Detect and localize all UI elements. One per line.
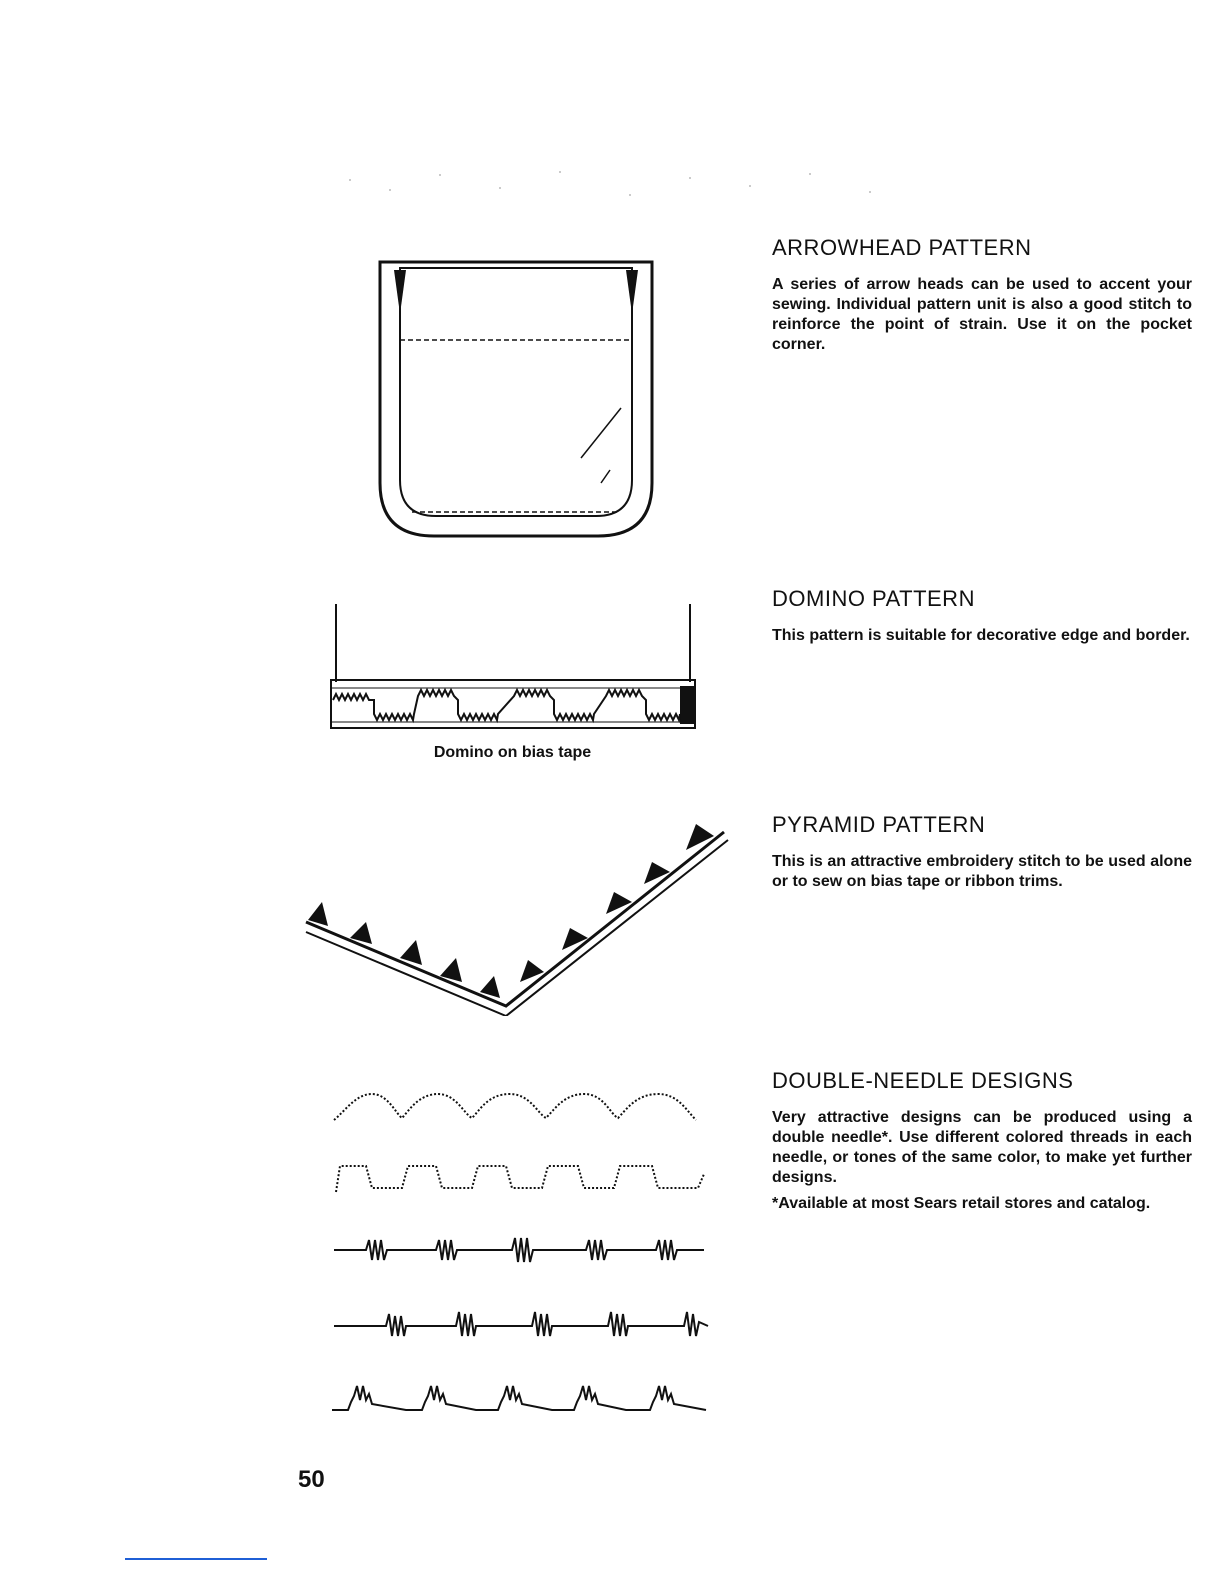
page-number: 50: [298, 1466, 325, 1493]
domino-section: [772, 586, 1192, 652]
arrowhead-description: A series of arrow heads can be used to accent your sewing. Individual pattern unit is also a good stitch to reinforce the point of strain. Use it on the pocket corner.: [772, 276, 1192, 353]
domino-title: DOMINO PATTERN: [772, 586, 975, 611]
double-needle-description: Very attractive designs can be produced using a double needle*. Use different colored threads in each needle, or tones of the same color, to make yet further designs.: [772, 1109, 1192, 1186]
pyramid-description: This is an attractive embroidery stitch to be used alone or to sew on bias tape or ribbon trims.: [772, 853, 1192, 890]
double-needle-title: DOUBLE-NEEDLE DESIGNS: [772, 1068, 1074, 1093]
arrowhead-section: [772, 235, 1192, 361]
pyramid-title: PYRAMID PATTERN: [772, 812, 986, 837]
double-needle-footnote: *Available at most Sears retail stores and catalog.: [772, 1195, 1151, 1212]
domino-description: This pattern is suitable for decorative edge and border.: [772, 627, 1190, 644]
pyramid-section: [772, 812, 1192, 898]
double-needle-section: [772, 1068, 1192, 1220]
pyramid-trim-illustration: [300, 810, 730, 1016]
pocket-arrowhead-illustration: [376, 258, 656, 540]
bottom-rule: [125, 1558, 267, 1560]
arrowhead-title: ARROWHEAD PATTERN: [772, 235, 1032, 260]
domino-figure-caption: Domino on bias tape: [433, 744, 592, 761]
double-needle-designs-illustration: [326, 1080, 710, 1420]
scan-noise-top: [330, 160, 910, 210]
domino-bias-tape-illustration: [328, 600, 700, 735]
